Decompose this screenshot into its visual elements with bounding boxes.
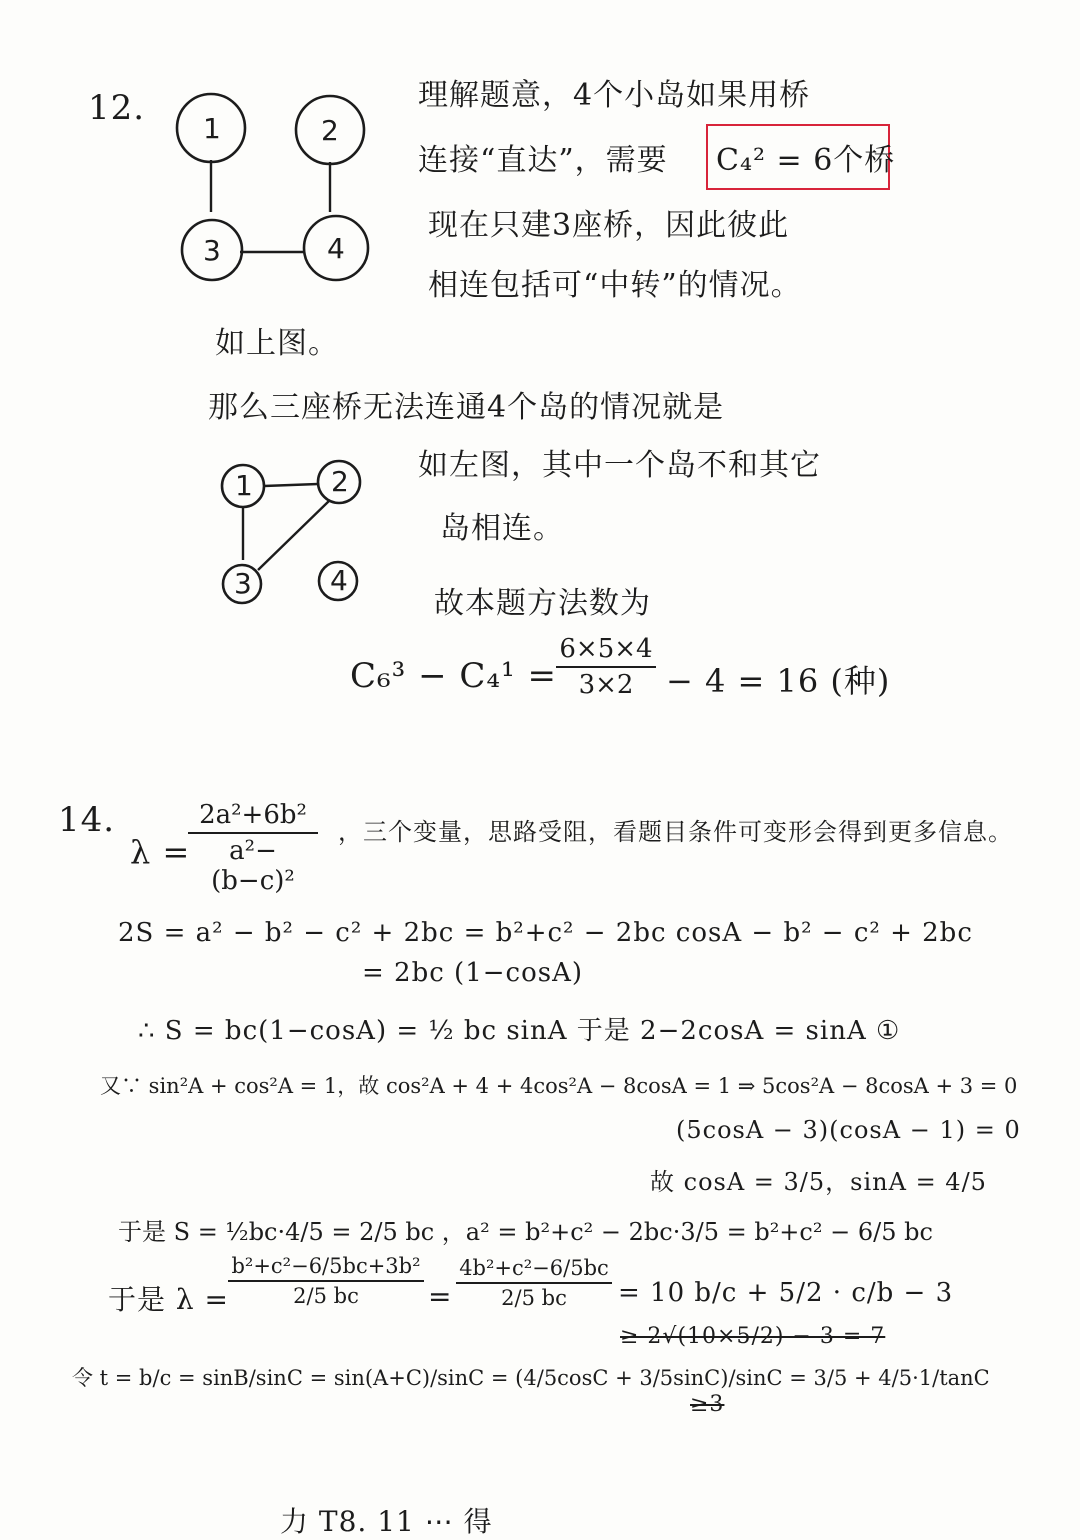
boxed-formula: C₄² = 6个桥: [716, 143, 896, 178]
p14-struck-bound-2: ≥3: [690, 1392, 725, 1417]
p14-line8-tail: = 10 b/c + 5/2 · c/b − 3: [618, 1278, 954, 1308]
fraction-denominator: 2/5 bc: [293, 1284, 359, 1308]
fraction-numerator: b²+c²−6/5bc+3b²: [231, 1254, 421, 1278]
svg-text:4: 4: [330, 564, 348, 597]
p12-answer-fraction: [556, 634, 656, 700]
island-node-4: [304, 216, 368, 280]
p12-as-above: 如上图。: [215, 326, 339, 361]
edge-2-3: [258, 500, 330, 570]
island-node-4: [319, 562, 357, 600]
problem-12-number: 12.: [88, 88, 146, 128]
fraction-numerator: 4b²+c²−6/5bc: [459, 1256, 609, 1280]
p12-text-line1: 理解题意，4个小岛如果用桥: [418, 78, 811, 113]
island-node-1: [177, 94, 245, 162]
island-node-3: [182, 220, 242, 280]
p14-line4: 又∵ sin²A + cos²A = 1，故 cos²A + 4 + 4cos²A − 8cosA = 1 ⇒ 5cos²A − 8cosA + 3 = 0: [100, 1074, 1018, 1098]
problem-14-number: 14.: [58, 800, 116, 840]
edge-1-2: [264, 484, 318, 486]
island-node-3: [223, 565, 261, 603]
svg-text:2: 2: [331, 465, 349, 498]
island-node-2: [296, 96, 364, 164]
p14-line9: 令 t = b/c = sinB/sinC = sin(A+C)/sinC = (4/5cosC + 3/5sinC)/sinC = 3/5 + 4/5·1/tanC: [72, 1366, 990, 1390]
svg-text:3: 3: [234, 567, 252, 600]
p14-line3: ∴ S = bc(1−cosA) = ½ bc sinA 于是 2−2cosA = sinA ①: [138, 1016, 901, 1046]
p12-text-line4: 相连包括可“中转”的情况。: [428, 268, 802, 303]
fraction-denominator: 3×2: [578, 670, 634, 700]
p14-line2: = 2bc (1−cosA): [362, 958, 584, 988]
fraction-numerator: 6×5×4: [559, 634, 653, 664]
graph-connected: [177, 94, 368, 280]
p12-cannot-connect: 那么三座桥无法连通4个岛的情况就是: [208, 390, 725, 425]
fraction-numerator: 2a²+6b²: [199, 800, 307, 830]
island-node-1: [222, 465, 264, 507]
lambda-fraction: [188, 800, 318, 896]
island-node-2: [318, 461, 360, 503]
p12-text-line3: 现在只建3座桥，因此彼此: [428, 208, 790, 243]
svg-text:3: 3: [203, 234, 221, 267]
p12-answer-tail: − 4 = 16 (种): [666, 662, 891, 700]
p14-line8-fraction-1: [228, 1254, 424, 1308]
svg-text:2: 2: [321, 114, 339, 147]
p14-line8-fraction-2: [456, 1256, 612, 1310]
svg-text:1: 1: [235, 469, 253, 502]
p14-line1: 2S = a² − b² − c² + 2bc = b²+c² − 2bc cosA − b² − c² + 2bc: [118, 918, 973, 948]
p14-struck-bound: ≥ 2√(10×5/2) − 3 = 7: [620, 1324, 886, 1349]
graph-disconnected: [222, 461, 360, 603]
p14-line7: 于是 S = ½bc·4/5 = 2/5 bc ，a² = b²+c² − 2bc·3/5 = b²+c² − 6/5 bc: [118, 1218, 933, 1246]
p12-left-fig-line2: 岛相连。: [440, 511, 564, 546]
svg-text:1: 1: [203, 112, 221, 145]
p14-line6: 故 cosA = 3/5，sinA = 4/5: [650, 1168, 987, 1196]
p12-answer-intro: 故本题方法数为: [434, 586, 651, 621]
equals-sign: =: [428, 1280, 453, 1313]
svg-text:4: 4: [327, 232, 345, 265]
lambda-lhs: λ =: [130, 833, 191, 871]
fraction-denominator: 2/5 bc: [501, 1286, 567, 1310]
p12-left-fig-line1: 如左图，其中一个岛不和其它: [418, 448, 821, 483]
p14-line8-lhs: 于是 λ =: [108, 1283, 230, 1316]
p12-answer-formula: C₆³ − C₄¹ =: [350, 656, 557, 696]
p12-text-line2: 连接“直达”，需要: [418, 143, 668, 178]
p14-line5: (5cosA − 3)(cosA − 1) = 0: [676, 1116, 1021, 1144]
bottom-fragment: 力 T8. 11 ⋯ 得: [280, 1505, 493, 1538]
fraction-denominator: a²−(b−c)²: [211, 836, 295, 896]
p14-comment: ，三个变量，思路受阻，看题目条件可变形会得到更多信息。: [338, 818, 1013, 846]
